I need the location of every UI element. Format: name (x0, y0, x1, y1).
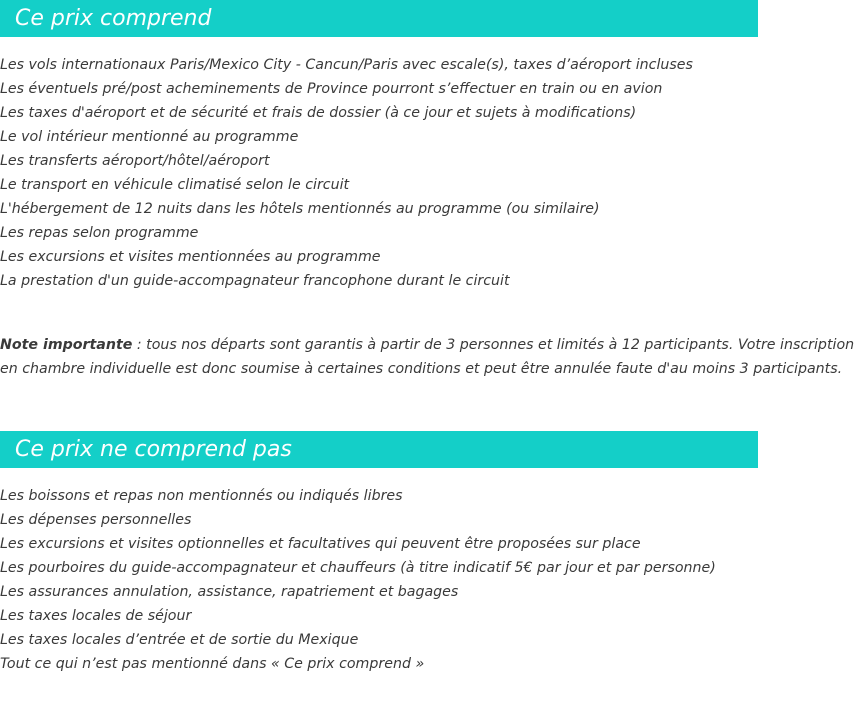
list-item: Les transferts aéroport/hôtel/aéroport (0, 153, 270, 169)
list-item: Les vols internationaux Paris/Mexico City - Cancun/Paris avec escale(s), taxes d’aéroport incluses (0, 57, 693, 73)
important-note-text-2: en chambre individuelle est donc soumise à certaines conditions et peut être annulée faute d'au moins 3 participants. (0, 361, 843, 377)
important-note-text-1: : tous nos départs sont garantis à partir de 3 personnes et limités à 12 participants. Votre inscription (132, 337, 854, 353)
list-item: Les éventuels pré/post acheminements de Province pourront s’effectuer en train ou en avion (0, 81, 663, 97)
list-item: L'hébergement de 12 nuits dans les hôtels mentionnés au programme (ou similaire) (0, 201, 600, 217)
list-item: Les repas selon programme (0, 225, 199, 241)
important-note (0, 333, 854, 381)
list-item: Le vol intérieur mentionné au programme (0, 129, 299, 145)
list-item: La prestation d'un guide-accompagnateur francophone durant le circuit (0, 273, 510, 289)
list-item: Les assurances annulation, assistance, rapatriement et bagages (0, 584, 459, 600)
list-item: Les boissons et repas non mentionnés ou indiqués libres (0, 488, 403, 504)
includes-section-title: Ce prix comprend (0, 0, 758, 37)
list-item: Le transport en véhicule climatisé selon le circuit (0, 177, 350, 193)
excludes-section-title: Ce prix ne comprend pas (0, 431, 758, 468)
list-item: Les dépenses personnelles (0, 512, 192, 528)
list-item: Tout ce qui n’est pas mentionné dans « Ce prix comprend » (0, 656, 425, 672)
list-item: Les taxes d'aéroport et de sécurité et frais de dossier (à ce jour et sujets à modifications) (0, 105, 637, 121)
important-note-label: Note importante (0, 337, 133, 353)
list-item: Les pourboires du guide-accompagnateur et chauffeurs (à titre indicatif 5€ par jour et par personne) (0, 560, 716, 576)
list-item: Les taxes locales de séjour (0, 608, 192, 624)
list-item: Les taxes locales d’entrée et de sortie du Mexique (0, 632, 359, 648)
list-item: Les excursions et visites optionnelles et facultatives qui peuvent être proposées sur place (0, 536, 641, 552)
excludes-list (0, 484, 758, 676)
important-note-line-1 (0, 333, 854, 357)
list-item: Les excursions et visites mentionnées au programme (0, 249, 381, 265)
includes-list (0, 53, 758, 293)
